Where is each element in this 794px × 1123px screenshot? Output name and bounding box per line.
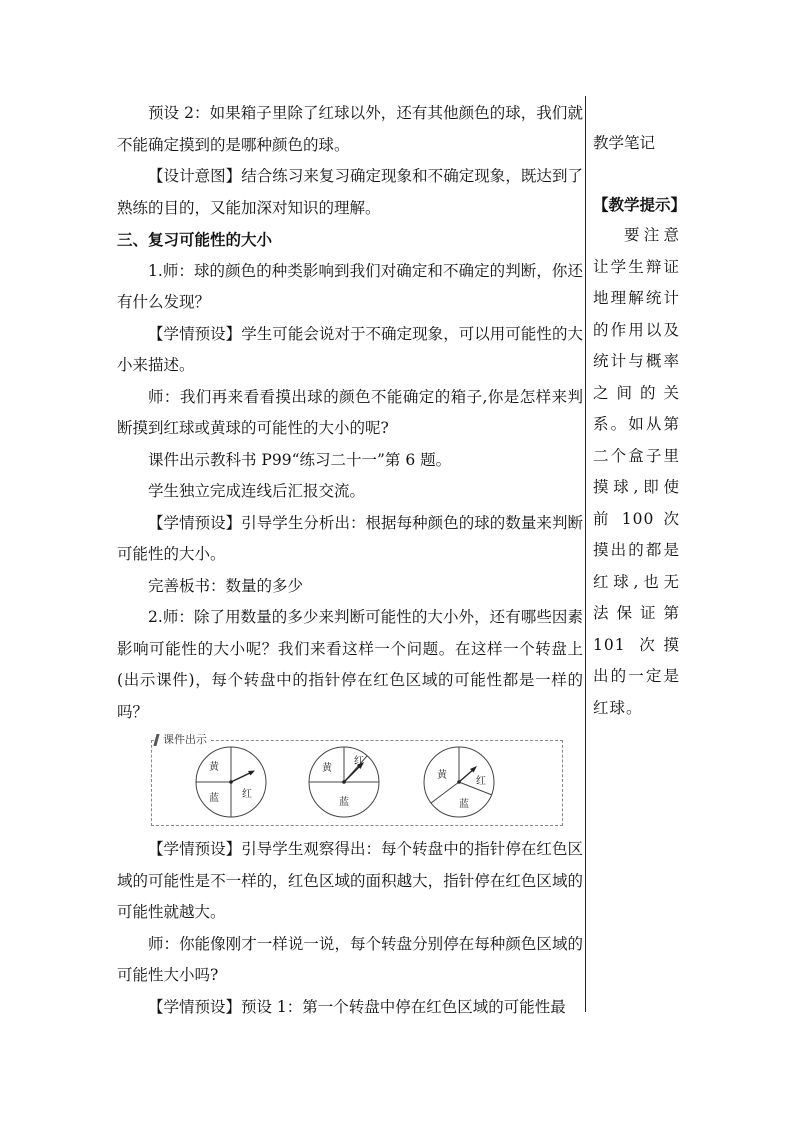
student-preset-3: 【学情预设】引导学生观察得出：每个转盘中的指针停在红色区域的可能性是不一样的，红色区域的面积越大，指针停在红色区域的可能性就越大。 [117, 840, 583, 921]
spinner-1-red-label: 红 [242, 789, 252, 800]
spinner-2-yellow-label: 黄 [322, 763, 332, 774]
teacher-question-2: 2.师：除了用数量的多少来判断可能性的大小外，还有哪些因素影响可能性的大小呢？我们来看这样一个问题。在这样一个转盘上(出示课件)，每个转盘中的指针停在红色区域的可能性都是一样的吗？ [117, 608, 583, 721]
teaching-tip-body: 要注意让学生辩证地理解统计的作用以及统计与概率之间的关系。如从第二个盒子里摸球,即使前 100 次摸出的都是红球,也无法保证第 101 次摸出的一定是红球。 [593, 226, 680, 717]
spinners-svg [151, 732, 563, 826]
spinner-2-red-label: 红 [354, 756, 364, 767]
side-notes [593, 128, 687, 724]
spinner-3 [424, 747, 494, 817]
student-work-paragraph: 学生独立完成连线后汇报交流。 [148, 482, 366, 500]
spinner-2 [309, 747, 379, 817]
pointer-icon [459, 769, 474, 782]
spinner-figure [151, 732, 563, 826]
student-preset-2: 【学情预设】引导学生分析出：根据每种颜色的球的数量来判断可能性的大小。 [117, 513, 583, 563]
design-intent-paragraph: 【设计意图】结合练习来复习确定现象和不确定现象，既达到了熟练的目的，又能加深对知识的理解。 [117, 167, 583, 217]
teacher-question-box: 师：我们再来看看摸出球的颜色不能确定的箱子,你是怎样来判断摸到红球或黄球的可能性的大小的呢? [117, 387, 583, 437]
spinner-3-yellow-label: 黄 [437, 770, 447, 781]
teacher-question-1: 1.师：球的颜色的种类影响到我们对确定和不确定的判断，你还有什么发现？ [117, 261, 583, 311]
board-note: 完善板书：数量的多少 [148, 576, 304, 595]
courseware-tag: 课件出示 [155, 732, 211, 748]
spinner-1 [196, 747, 266, 817]
section-heading: 三、复习可能性的大小 [117, 230, 273, 249]
student-preset-4: 【学情预设】预设 1：第一个转盘中停在红色区域的可能性最 [148, 997, 566, 1016]
pointer-icon [231, 772, 252, 782]
column-divider [585, 96, 586, 1012]
teacher-question-3: 师：你能像刚才一样说一说，每个转盘分别停在每种颜色区域的可能性大小吗? [117, 934, 583, 984]
spinner-2-blue-label: 蓝 [339, 797, 349, 808]
spinner-3-red-label: 红 [476, 776, 486, 787]
student-preset-1: 【学情预设】学生可能会说对于不确定现象，可以用可能性的大小来描述。 [117, 324, 583, 374]
preset-2-paragraph: 预设 2：如果箱子里除了红球以外，还有其他颜色的球，我们就不能确定摸到的是哪种颜色的球。 [117, 104, 583, 154]
spinner-1-yellow-label: 黄 [209, 762, 219, 773]
pointer-icon [344, 765, 361, 782]
main-content [117, 98, 583, 1023]
spinner-1-blue-label: 蓝 [209, 793, 219, 804]
teaching-tip-title: 【教学提示】 [593, 194, 687, 214]
teaching-notes-title: 教学笔记 [593, 134, 656, 152]
courseware-paragraph: 课件出示教科书 P99“练习二十一”第 6 题。 [148, 450, 452, 469]
spinner-3-blue-label: 蓝 [459, 799, 469, 810]
